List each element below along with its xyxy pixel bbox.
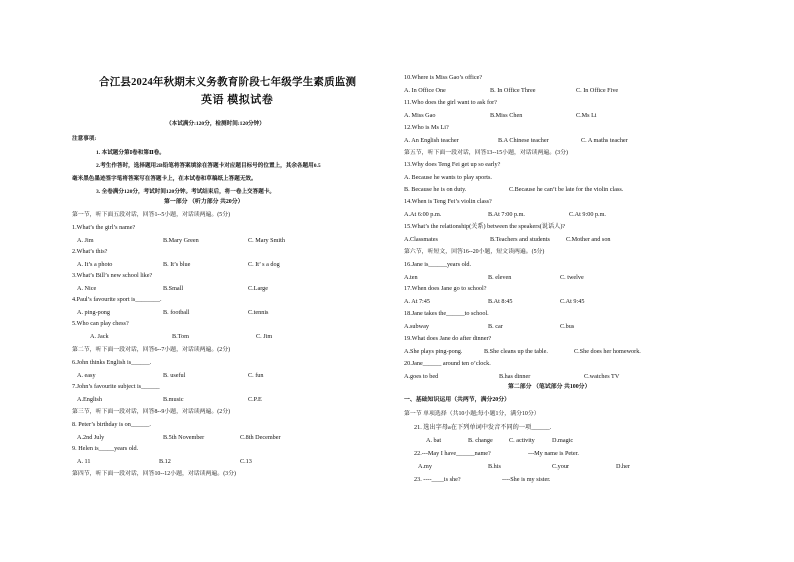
question-21: 21. 选出字母a在下列单词中发音不同的一项______. xyxy=(414,424,552,431)
option-a: A. 11 xyxy=(77,458,91,465)
option-b: B.has dinner xyxy=(499,373,531,380)
option-a: A.subway xyxy=(404,323,429,330)
option-a: A. At 7:45 xyxy=(404,298,430,305)
option-c: C. activity xyxy=(509,437,535,444)
question-10: 10.Where is Miss Gao’s office? xyxy=(404,74,483,81)
note-3: 3. 全卷满分120分，考试时间120分钟。考试结束后，将一卷上交答题卡。 xyxy=(96,189,276,195)
part2-heading: 第二部分 （笔试部分 共100分） xyxy=(508,384,591,390)
note-1: 1. 本试题分第Ⅰ卷和第Ⅱ卷。 xyxy=(96,150,165,156)
question-13: 13.Why does Teng Fei get up so early? xyxy=(404,161,501,168)
question-18: 18.Jane takes the______to school. xyxy=(404,310,489,317)
option-c: C. It’ s a dog xyxy=(248,261,280,268)
question-23-reply: ----She is my sister. xyxy=(502,476,551,483)
question-12: 12.Who is Ms Li? xyxy=(404,124,449,131)
option-a: A.She plays ping-pong. xyxy=(404,348,463,355)
option-a: A.ten xyxy=(404,274,418,281)
option-c: C. In Office Five xyxy=(576,87,619,94)
option-c: C. twelve xyxy=(560,274,584,281)
question-2: 2.What’s this? xyxy=(72,248,108,255)
option-a: A.Classmates xyxy=(404,236,438,243)
option-b: B. car xyxy=(488,323,503,330)
question-1: 1.What’s the girl’s name? xyxy=(72,224,136,231)
option-b: B. football xyxy=(163,309,190,316)
option-d: D.her xyxy=(616,463,630,470)
option-b: B.Small xyxy=(163,285,184,292)
option-c: C.8th December xyxy=(240,434,281,441)
question-22-stem: 22.---May I have______name? xyxy=(414,450,491,457)
question-11: 11.Who does the girl want to ask for? xyxy=(404,99,497,106)
option-b: B. It’s blue xyxy=(163,261,191,268)
question-20: 20.Jane______ around ten o’clock. xyxy=(404,360,491,367)
option-c: C.tennis xyxy=(248,309,269,316)
option-c: C. Mary Smith xyxy=(248,237,285,244)
question-9: 9. Helen is_____years old. xyxy=(72,445,139,452)
question-23-stem: 23. ----____is she? xyxy=(414,476,461,483)
option-c: C. Jim xyxy=(256,333,273,340)
question-15: 15.What’s the relationship(关系) between the speakers(说话人)? xyxy=(404,223,566,230)
option-a: A.At 6:00 p.m. xyxy=(404,211,442,218)
question-6: 6.John thinks English is______. xyxy=(72,359,152,366)
option-b: B. change xyxy=(468,437,493,444)
option-c: C.Large xyxy=(248,285,268,292)
option-b: B.12 xyxy=(159,458,171,465)
section-4-instruction: 第四节，听下面一段对话，回答10--12小题，对话读两遍。(3分) xyxy=(72,471,236,477)
option-c: C.Ms Li xyxy=(576,112,597,119)
option-a: A.goes to bed xyxy=(404,373,439,380)
exam-subject: 英语 模拟试卷 xyxy=(201,94,274,106)
option-a: A.my xyxy=(418,463,432,470)
option-a: A. In Office One xyxy=(404,87,446,94)
option-b: B.Miss Chen xyxy=(490,112,523,119)
question-22-reply: ---My name is Peter. xyxy=(528,450,579,457)
option-a: A.English xyxy=(77,396,102,403)
option-a: A.2nd July xyxy=(77,434,105,441)
section-1-instruction: 第一节，听下面五段对话，回答1--5小题，对话读两遍。(5分) xyxy=(72,212,231,218)
option-b: B.At 8:45 xyxy=(488,298,513,305)
option-b: B.5th November xyxy=(163,434,205,441)
question-5: 5.Who can play chess? xyxy=(72,320,129,327)
option-b: B.A Chinese teacher xyxy=(498,137,549,144)
question-3: 3.What’s Bill’s new school like? xyxy=(72,272,153,279)
option-b: B.Teachers and students xyxy=(490,236,550,243)
section-5-instruction: 第五节，听下面一段对话，回答13--15小题，对话读两遍。(3分) xyxy=(404,150,568,156)
option-a: A. ping-pong xyxy=(77,309,110,316)
option-a: A. bat xyxy=(426,437,442,444)
option-b: B. useful xyxy=(163,372,186,379)
question-13-option-a: A. Because he wants to play sports. xyxy=(404,174,492,181)
option-c: C.13 xyxy=(240,458,252,465)
option-a: A. Jim xyxy=(77,237,94,244)
part2-subsection-1: 第一节 单项选择（共10小题;每小题1分，满分10分） xyxy=(404,411,540,417)
option-c: C.Mother and son xyxy=(566,236,611,243)
option-c: C.watches TV xyxy=(584,373,620,380)
option-b: B. In Office Three xyxy=(490,87,536,94)
option-c: C.bus xyxy=(560,323,575,330)
part1-heading: 第一部分 （听力部分 共20分） xyxy=(164,199,244,205)
option-c: C. A maths teacher xyxy=(581,137,628,144)
option-b: B.Tom xyxy=(172,333,189,340)
option-a: A. It’s a photo xyxy=(77,261,113,268)
part2-section-1: 一、基础知识运用（共两节，满分20分） xyxy=(404,397,511,403)
exam-title: 合江县2024年秋期末义务教育阶段七年级学生素质监测 xyxy=(99,77,357,88)
question-7: 7.John’s favourite subject is______ xyxy=(72,383,160,390)
option-c: C.At 9:00 p.m. xyxy=(569,211,606,218)
section-2-instruction: 第二节，听下面一段对话，回答6--7小题，对话读两遍。(2分) xyxy=(72,347,231,353)
option-b: B. eleven xyxy=(488,274,512,281)
question-16: 16.Jane is______years old. xyxy=(404,261,472,268)
question-4: 4.Paul’s favourite sport is________. xyxy=(72,296,162,303)
option-b: B. Because he is on duty. xyxy=(404,186,467,193)
question-14: 14.When is Teng Fei’s violin class? xyxy=(404,198,492,205)
option-b: B.music xyxy=(163,396,184,403)
option-b: B.She cleans up the table. xyxy=(484,348,548,355)
notes-heading: 注意事项: xyxy=(72,136,97,142)
section-3-instruction: 第三节，听下面一段对话，回答8--9小题，对话读两遍。(2分) xyxy=(72,409,231,415)
option-b: B.his xyxy=(488,463,501,470)
option-a: A. Jack xyxy=(90,333,109,340)
option-a: A. An English teacher xyxy=(404,137,459,144)
option-c: C.At 9:45 xyxy=(560,298,585,305)
option-a: A. easy xyxy=(77,372,96,379)
option-b: B.At 7:00 p.m. xyxy=(488,211,525,218)
option-c: C.your xyxy=(552,463,570,470)
option-a: A. Miss Gao xyxy=(404,112,436,119)
note-2b: 毫米黑色墨迹签字笔将答案写在答题卡上，在本试卷和草稿纸上答题无效。 xyxy=(72,176,257,182)
note-2a: 2.考生作答时，选择题用2B铅笔将答案填涂在答题卡对应题目标号的位置上，其余各题用0.5 xyxy=(96,163,321,169)
option-c: C.P.E xyxy=(248,396,262,403)
option-d: D.magic xyxy=(552,437,574,444)
option-b: B.Mary Green xyxy=(163,237,199,244)
score-time: （本试满分:120分，检测时间:120分钟） xyxy=(166,121,265,127)
question-8: 8. Peter’s birthday is on______. xyxy=(72,421,151,428)
option-c: C.Because he can’t be late for the violin class. xyxy=(509,186,624,193)
question-19: 19.What does Jane do after dinner? xyxy=(404,335,492,342)
option-c: C.She does her homework. xyxy=(574,348,641,355)
option-c: C. fun xyxy=(248,372,264,379)
section-6-instruction: 第六节，听短文，回答16--20小题，短文读两遍。(5分) xyxy=(404,249,545,255)
option-a: A. Nice xyxy=(77,285,97,292)
question-17: 17.When does Jane go to school? xyxy=(404,285,487,292)
